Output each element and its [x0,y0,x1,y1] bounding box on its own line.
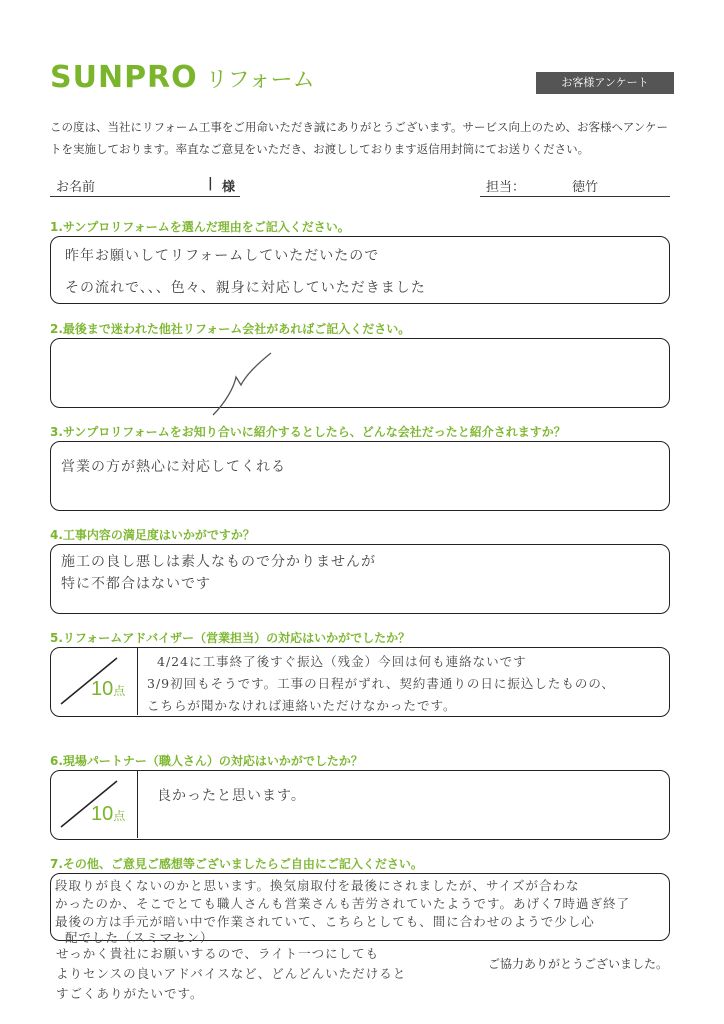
staff-field[interactable] [480,174,670,197]
brand-name: SUNPRO [50,60,198,95]
intro-line: この度は、当社にリフォーム工事をご用命いただき誠にありがとうございます。サービス向上のため、お客様へアンケー [50,120,669,134]
score-cell [51,648,138,715]
name-text-cursor: | [208,176,213,191]
question-3-answer-box[interactable] [50,441,670,511]
question-2-title: 2.最後まで迷われた他社リフォーム会社があればご記入ください。 [50,322,411,336]
handwritten-line: かったのか、そこでとても職人さんも営業さんも苦労されていたようです。あげく7時過ぎ終了 [55,896,630,911]
handwritten-line: 施工の良し悪しは素人なもので分かりませんが [61,554,376,570]
question-1-title: 1.サンプロリフォームを選んだ理由をご記入ください。 [50,220,350,234]
question-4-title: 4.工事内容の満足度はいかがですか？ [50,528,255,542]
score-value [91,803,125,826]
intro-line: トを実施しております。率直なご意見をいただき、お渡ししております返信用封筒にてお送りください。 [50,142,590,156]
survey-badge: お客様アンケート [536,72,674,94]
staff-label: 担当： [486,180,526,195]
handwritten-line: こちらが聞かなければ連絡いただけなかったです。 [147,698,457,713]
brand-subtitle: リフォーム [205,68,315,93]
handwritten-line: 特に不都合はないです [61,576,211,592]
question-5-title: 5.リフォームアドバイザー（営業担当）の対応はいかがでしたか？ [50,631,411,645]
thank-you-note: ご協力ありがとうございました。 [488,957,669,971]
score-unit: 点 [113,809,126,823]
question-1-answer-box[interactable] [50,236,670,304]
score-number: 10 [91,803,114,825]
handwritten-line: 良かったと思います。 [157,788,306,804]
handwritten-line: 配でした（スミマセン） [65,930,214,945]
handwritten-line: すごくありがたいです。 [56,986,204,1001]
question-7-answer-box[interactable] [50,873,670,945]
score-number: 10 [91,678,114,700]
handwritten-line: その流れで、、、色々、親身に対応していただきました [65,280,426,296]
strike-mark [201,347,281,417]
brand-logo [50,60,315,95]
question-6-title: 6.現場パートナー（職人さん）の対応はいかがでしたか？ [50,754,363,768]
handwritten-line: よりセンスの良いアドバイスなど、どんどんいただけると [56,966,407,981]
handwritten-line: 3/9初回もそうです。工事の日程がずれ、契約書通りの日に振込したものの、 [147,676,615,691]
customer-name-field[interactable] [50,174,240,197]
score-value [91,678,125,701]
question-6-answer-box[interactable] [50,770,670,840]
intro-text [50,116,690,160]
question-4-answer-box[interactable] [50,544,670,614]
question-5-answer-box[interactable] [50,647,670,717]
handwritten-line: 4/24に工事終了後すぐ振込（残金）今回は何も連絡ないです [157,654,527,669]
handwritten-line: 昨年お願いしてリフォームしていただいたので [65,248,380,264]
question-3-title: 3.サンプロリフォームをお知り合いに紹介するとしたら、どんな会社だったと紹介されますか？ [50,425,566,439]
question-7-title: 7.その他、ご意見ご感想等ございましたらご自由にご記入ください。 [50,857,423,871]
handwritten-line: 最後の方は手元が暗い中で作業されていて、こちらとしても、間に合わせのようで少し心 [55,914,595,929]
handwritten-line: 営業の方が熱心に対応してくれる [61,459,286,475]
handwritten-line: せっかく貴社にお願いするので、ライト一つにしても [56,946,380,961]
score-cell [51,771,138,838]
customer-name-label: お名前 [56,180,96,195]
score-unit: 点 [113,684,126,698]
question-2-answer-box[interactable] [50,338,670,408]
staff-name: 徳竹 [572,180,599,195]
handwritten-line: 段取りが良くないのかと思います。換気扇取付を最後にされましたが、サイズが合わな [55,878,580,893]
honorific-suffix: 様 [222,180,236,195]
